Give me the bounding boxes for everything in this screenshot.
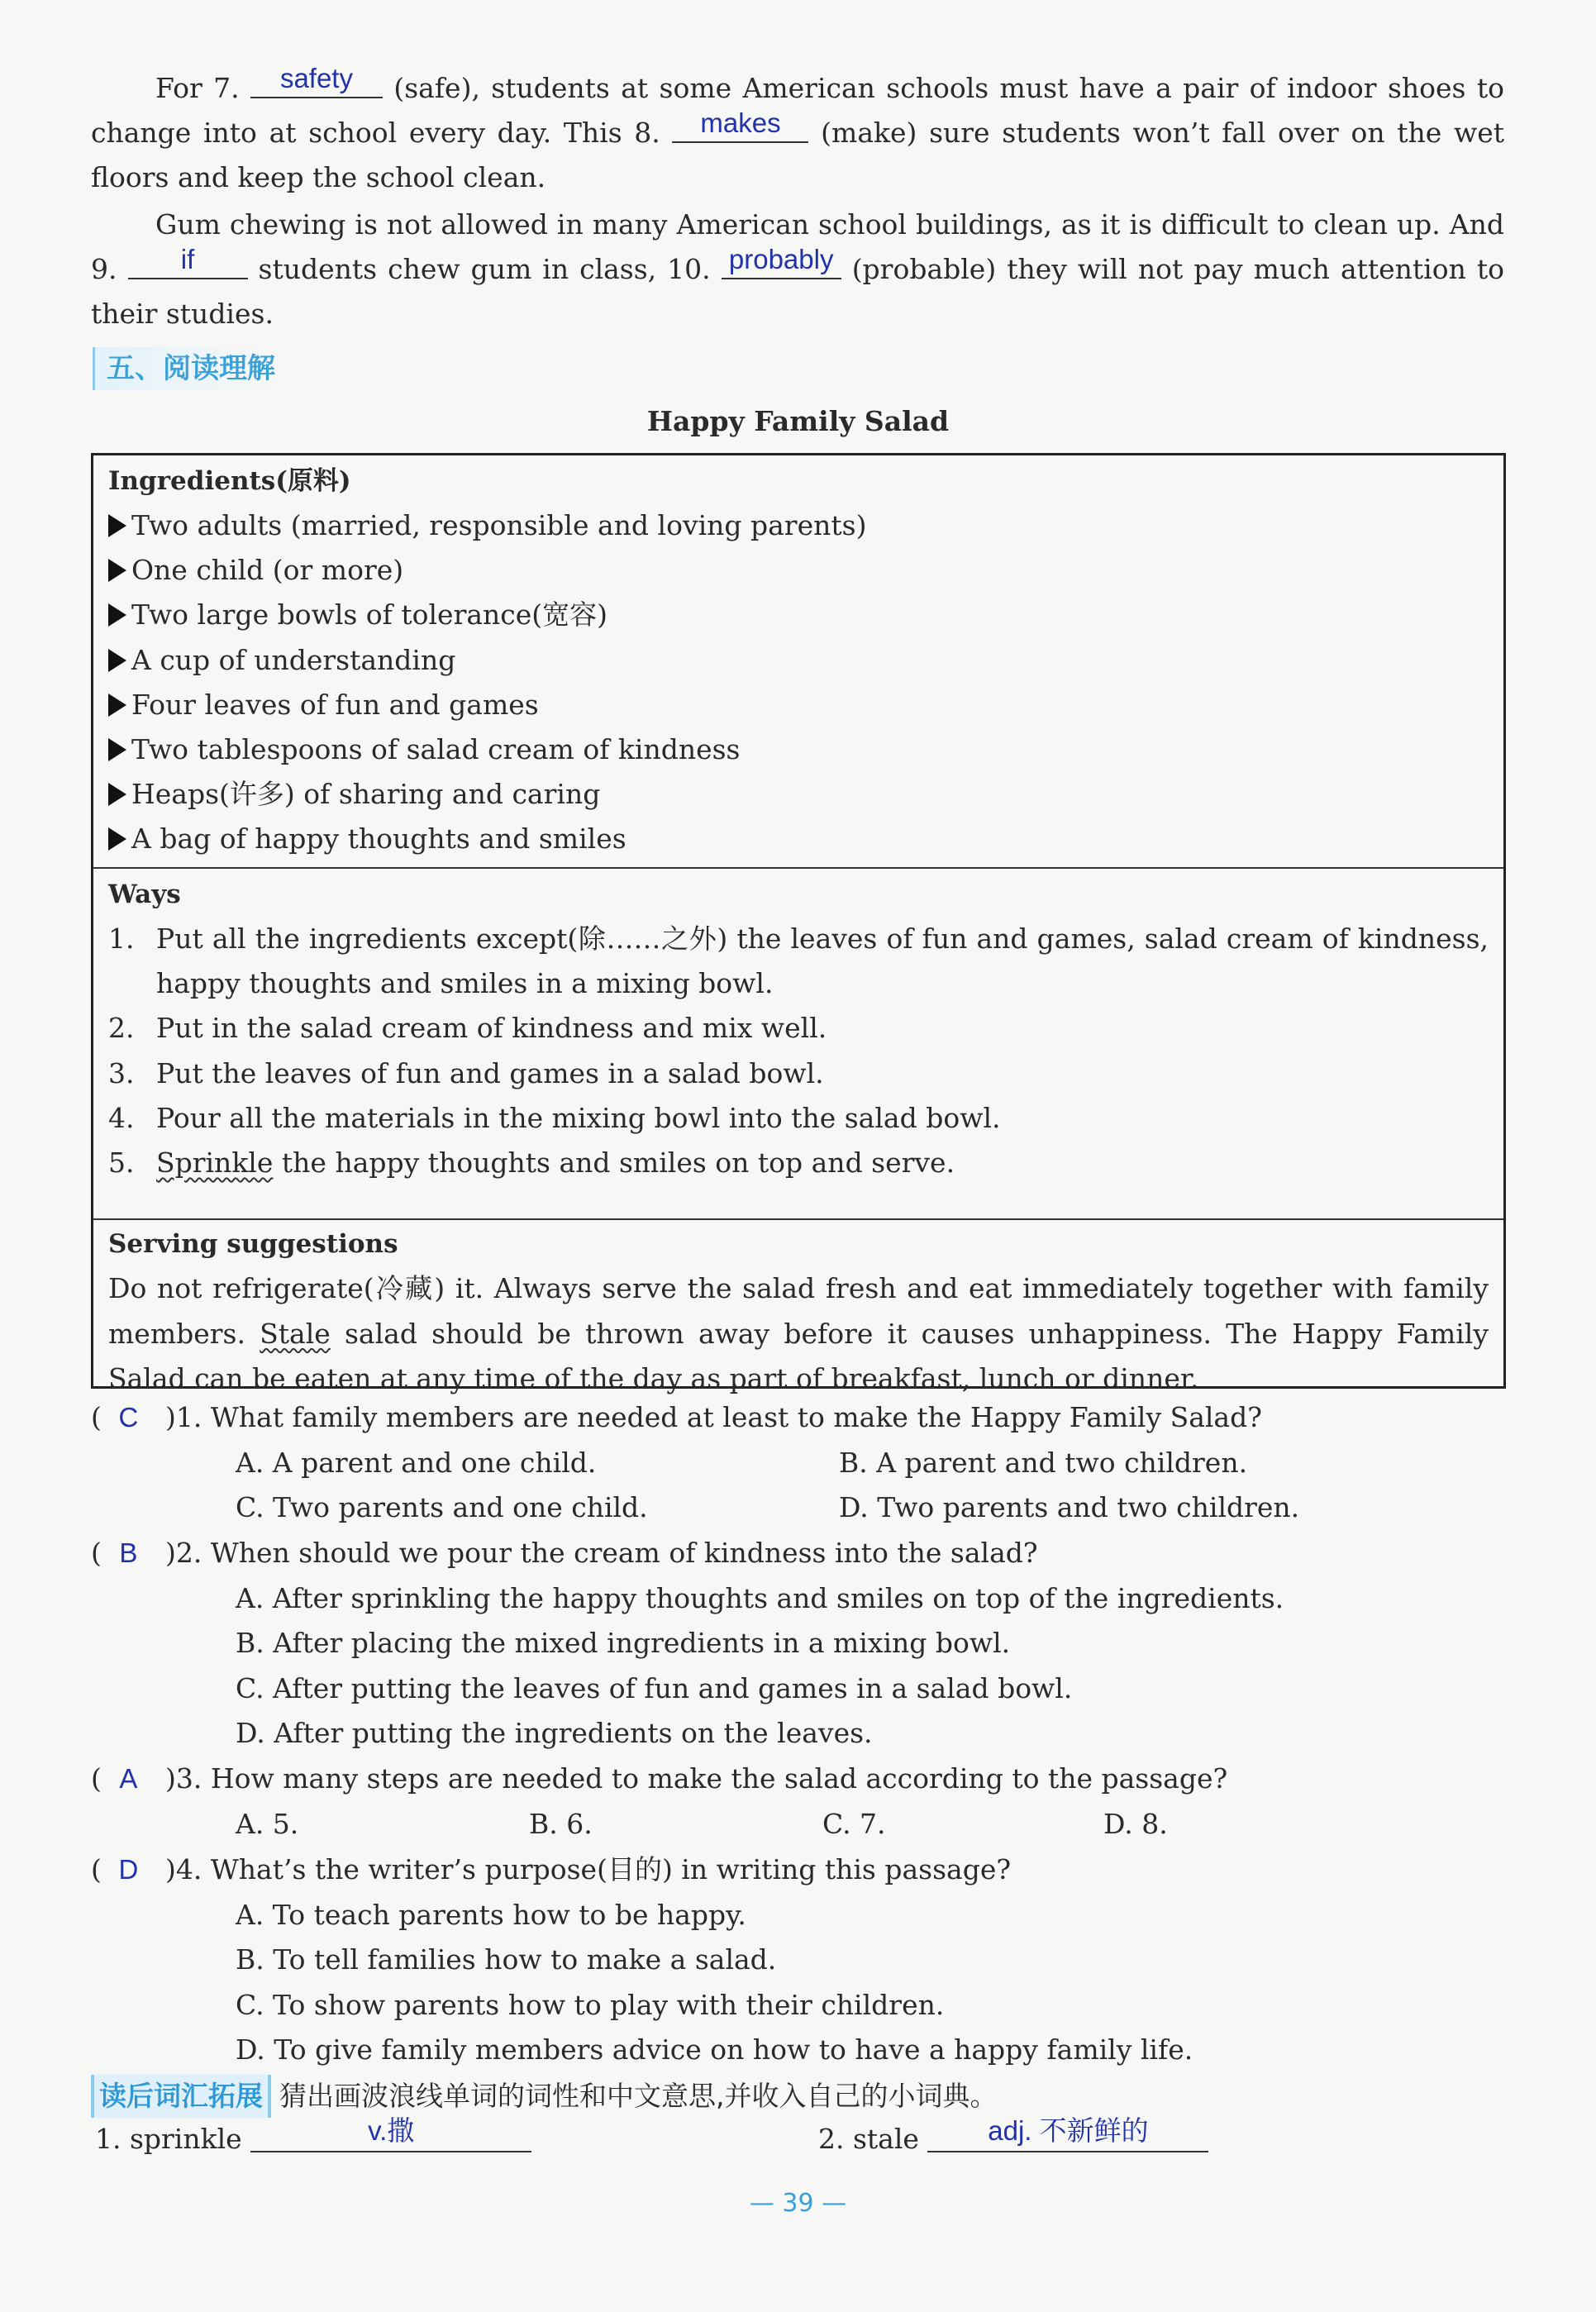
blank-9-answer: if	[128, 246, 248, 279]
vocab-item-1: 1. sprinkle v.撒	[95, 2116, 531, 2162]
serving-section	[93, 1220, 1503, 1394]
answer-letter: C	[118, 1402, 139, 1432]
cloze-paragraph-2: Gum chewing is not allowed in many American school buildings, as it is difficult to clean up. And 9. if students chew gum in class, 10. probably (probable) they will not pay much attention to their studies.	[91, 208, 1504, 330]
question-1	[91, 1395, 1504, 1531]
blank-10-answer: probably	[722, 246, 841, 279]
way-step: 4. Pour all the materials in the mixing bowl into the salad bowl.	[108, 1101, 1001, 1134]
way-step: 1. Put all the ingredients except(除……之外) the leaves of fun and games, salad cream of kindness, happy thoughts and smiles in a mixing bowl.	[108, 922, 1489, 1000]
way-step: 5. Sprinkle the happy thoughts and smiles on top and serve.	[108, 1146, 955, 1180]
page-number: — 39 —	[749, 2189, 847, 2218]
ingredient-item: A cup of understanding	[108, 638, 1489, 683]
triangle-bullet-icon	[108, 783, 126, 806]
option: B. A parent and two children.	[839, 1446, 1248, 1479]
vocab-answer-2: adj. 不新鲜的	[927, 2117, 1208, 2152]
option: D. To give family members advice on how to have a happy family life.	[236, 2033, 1193, 2066]
ingredient-item: Two large bowls of tolerance(宽容)	[108, 593, 1489, 637]
option: A. After sprinkling the happy thoughts and smiles on top of the ingredients.	[236, 1581, 1284, 1614]
triangle-bullet-icon	[108, 559, 126, 582]
ingredients-section	[93, 455, 1503, 869]
ingredients-list	[108, 503, 1489, 862]
recipe-box	[91, 453, 1506, 1394]
ingredient-item: A bag of happy thoughts and smiles	[108, 817, 1489, 861]
ways-list	[108, 917, 1489, 1185]
serving-text: Do not refrigerate(冷藏) it. Always serve the salad fresh and eat immediately together with family members. Stale salad should be thrown away before it causes unhappiness. The Happy Family Salad can be eaten at any time of the day as part of breakfast, lunch or dinner.	[108, 1272, 1489, 1394]
serving-heading: Serving suggestions	[108, 1229, 398, 1259]
option: C. 7.	[822, 1807, 886, 1840]
ingredients-heading: Ingredients(原料)	[108, 466, 351, 496]
option: C. After putting the leaves of fun and games in a salad bowl.	[236, 1671, 1073, 1704]
blank-7-answer: safety	[250, 64, 383, 98]
ingredient-item: Two adults (married, responsible and loving parents)	[108, 503, 1489, 548]
question-stem: ( C )1. What family members are needed at least to make the Happy Family Salad?	[91, 1395, 1504, 1441]
triangle-bullet-icon	[108, 827, 126, 851]
question-3	[91, 1757, 1504, 1847]
vocab-header	[91, 2075, 998, 2118]
ways-section	[93, 869, 1503, 1220]
ingredient-item: Heaps(许多) of sharing and caring	[108, 772, 1489, 817]
vocab-item-2: 2. stale adj. 不新鲜的	[818, 2116, 1208, 2162]
option: D. After putting the ingredients on the leaves.	[236, 1717, 873, 1749]
vocab-instruction: 猜出画波浪线单词的词性和中文意思,并收入自己的小词典。	[279, 2080, 998, 2112]
way-step: 3. Put the leaves of fun and games in a salad bowl.	[108, 1056, 824, 1089]
question-2	[91, 1531, 1504, 1757]
ingredient-item: One child (or more)	[108, 548, 1489, 593]
option: B. After placing the mixed ingredients in a mixing bowl.	[236, 1627, 1011, 1659]
passage-title: Happy Family Salad	[646, 405, 950, 437]
question-stem: ( B )2. When should we pour the cream of kindness into the salad?	[91, 1531, 1504, 1576]
answer-letter: B	[119, 1537, 138, 1568]
section-title: 五、阅读理解	[93, 347, 275, 390]
option: B. 6.	[529, 1807, 593, 1840]
wavy-word-sprinkle: Sprinkle	[156, 1146, 274, 1180]
answer-letter: A	[119, 1763, 138, 1794]
option: A. A parent and one child.	[236, 1446, 597, 1479]
ways-heading: Ways	[108, 880, 181, 909]
triangle-bullet-icon	[108, 738, 126, 761]
blank-8-answer: makes	[672, 109, 808, 143]
triangle-bullet-icon	[108, 603, 126, 627]
option: D. 8.	[1103, 1807, 1168, 1840]
option: D. Two parents and two children.	[839, 1491, 1300, 1523]
option: A. To teach parents how to be happy.	[236, 1898, 746, 1931]
cloze-paragraph-1: For 7. safety (safe), students at some American schools must have a pair of indoor shoes to change into at school every day. This 8. makes (make) sure students won’t fall over on the wet floors and keep the school clean.	[91, 63, 1505, 193]
triangle-bullet-icon	[108, 649, 126, 672]
option: B. To tell families how to make a salad.	[236, 1943, 777, 1976]
vocab-tag: 读后词汇拓展	[91, 2075, 271, 2118]
option: A. 5.	[236, 1807, 299, 1840]
ingredient-item: Two tablespoons of salad cream of kindness	[108, 727, 1489, 772]
ingredient-item: Four leaves of fun and games	[108, 683, 1489, 727]
triangle-bullet-icon	[108, 514, 126, 537]
question-stem: ( A )3. How many steps are needed to make the salad according to the passage?	[91, 1757, 1504, 1802]
option: C. Two parents and one child.	[236, 1491, 648, 1523]
option: C. To show parents how to play with their children.	[236, 1988, 945, 2021]
question-stem: ( D )4. What’s the writer’s purpose(目的) in writing this passage?	[91, 1847, 1504, 1893]
vocab-answer-1: v.撒	[250, 2117, 531, 2152]
triangle-bullet-icon	[108, 694, 126, 717]
wavy-word-stale: Stale	[260, 1317, 331, 1350]
answer-letter: D	[118, 1854, 139, 1885]
way-step: 2. Put in the salad cream of kindness and mix well.	[108, 1012, 827, 1045]
question-4	[91, 1847, 1504, 2073]
